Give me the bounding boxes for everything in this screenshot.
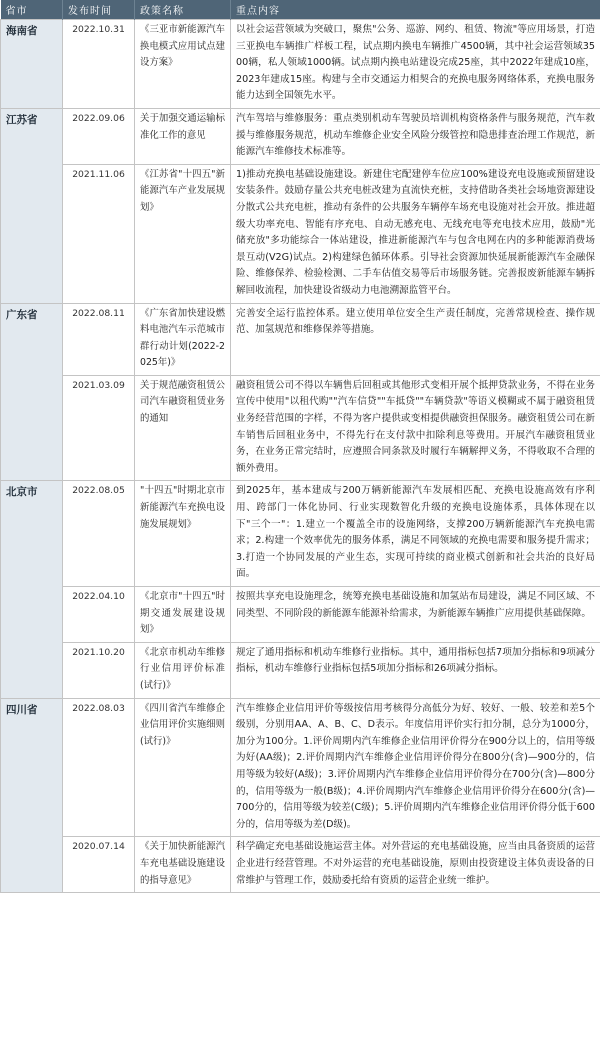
- policy-name-cell: 《关于加快新能源汽车充电基础设施建设的指导意见》: [135, 837, 231, 893]
- table-row: [1, 20, 600, 109]
- policy-name-cell: 《广东省加快建设燃料电池汽车示范城市群行动计划(2022-2025年)》: [135, 303, 231, 375]
- policy-name-cell: 《三亚市新能源汽车换电模式应用试点建设方案》: [135, 20, 231, 109]
- content-cell: 按照共享充电设施理念，统筹充换电基础设施和加氢站布局建设，满足不同区域、不同类型、不同阶段的新能源车能源补给需求，为新能源车辆推广应用提供基础保障。: [231, 587, 600, 643]
- province-cell-jiangsu: 江苏省: [1, 108, 63, 303]
- date-cell: 2022.08.05: [63, 481, 135, 587]
- header-content: 重点内容: [231, 0, 600, 20]
- date-cell: 2022.09.06: [63, 108, 135, 164]
- province-cell-guangdong: 广东省: [1, 303, 63, 481]
- date-cell: 2021.11.06: [63, 164, 135, 303]
- policy-name-cell: 关于加强交通运输标准化工作的意见: [135, 108, 231, 164]
- header-province: 省市: [1, 0, 63, 20]
- date-cell: 2021.10.20: [63, 642, 135, 698]
- content-cell: 完善安全运行监控体系。建立使用单位安全生产责任制度，完善常规检查、操作规范、加氢规范和维修保养等措施。: [231, 303, 600, 375]
- content-cell: 以社会运营领域为突破口，聚焦"公务、巡游、网约、租赁、物流"等应用场景，打造三亚换电车辆推广样板工程，试点期内换电车辆推广4500辆，其中社会运营领域3500辆，私人领域1000辆。试点期内换电站建设完成25座，其中2022年建成10座，2023年建成15座。构建与全市交通运力相契合的充换电服务网络体系，充换电服务能力达到全国领先水平。: [231, 20, 600, 109]
- table-row: [1, 303, 600, 375]
- content-cell: 汽车维修企业信用评价等级按信用考核得分高低分为好、较好、一般、较差和差5个级别，分别用AA、A、B、C、D表示。年度信用评价实行扣分制，总分为1000分，加分为100分。1.评价周期内汽车维修企业信用评价得分在900分以上的，信用等级为好(AA级)；2.评价周期内汽车维修企业信用评价得分在800分(含)—900分的，信用等级为较好(A级)；3.评价周期内汽车维修企业信用评价得分在700分(含)—800分的，信用等级为一般(B级)；4.评价周期内汽车维修企业信用评价得分在600分(含)—700分的，信用等级为较差(C级)；5.评价周期内汽车维修企业信用评价得分低于600分的，信用等级为差(D级)。: [231, 698, 600, 837]
- date-cell: 2020.07.14: [63, 837, 135, 893]
- content-cell: 到2025年，基本建成与200万辆新能源汽车发展相匹配、充换电设施高效有序利用、跨部门一体化协同、行业实现数智化升级的充换电设施体系，具体体现在以下"三个一"：1.建立一个覆盖全市的设施网络，支撑200万辆新能源汽车充换电需求；2.构建一个效率优先的服务体系，满足不同领域的充换电需要和服务提升需求；3.打造一个协同发展的产业生态，实现可持续的商业模式创新和社会共治的良好局面。: [231, 481, 600, 587]
- date-cell: 2022.08.11: [63, 303, 135, 375]
- content-cell: 科学确定充电基础设施运营主体。对外营运的充电基础设施，应当由具备资质的运营企业进行经营管理。不对外运营的充电基础设施，原则由投资建设主体负责设备的日常维护与管理工作，鼓励委托给有资质的运营企业统一维护。: [231, 837, 600, 893]
- policy-name-cell: 《北京市机动车维修行业信用评价标准(试行)》: [135, 642, 231, 698]
- province-cell-hainan: 海南省: [1, 20, 63, 109]
- policy-name-cell: 《四川省汽车维修企业信用评价实施细则(试行)》: [135, 698, 231, 837]
- date-cell: 2022.08.03: [63, 698, 135, 837]
- table-row: [1, 698, 600, 837]
- province-cell-sichuan: 四川省: [1, 698, 63, 893]
- policy-name-cell: "十四五"时期北京市新能源汽车充换电设施发展规划》: [135, 481, 231, 587]
- table-row: [1, 642, 600, 698]
- policy-name-cell: 《北京市"十四五"时期交通发展建设规划》: [135, 587, 231, 643]
- province-cell-beijing: 北京市: [1, 481, 63, 698]
- table-row: [1, 481, 600, 587]
- table-row: [1, 164, 600, 303]
- content-cell: 融资租赁公司不得以车辆售后回租或其他形式变相开展个抵押贷款业务，不得在业务宣传中使用"以租代购""汽车信贷""车抵贷""车辆贷款"等语义模糊或不属于融资租赁业务经营范围的字样，不得为客户提供或变相提供融资担保服务。融资租赁公司在新车销售后回租业务中，不得先行在支付款中扣除利息等费用。开展汽车融资租赁业务，在业务正常完结时，应遵照合同条款及时履行车辆解押义务，不得收取不合理的额外费用。: [231, 375, 600, 481]
- date-cell: 2022.10.31: [63, 20, 135, 109]
- date-cell: 2022.04.10: [63, 587, 135, 643]
- header-date: 发布时间: [63, 0, 135, 20]
- table-row: [1, 587, 600, 643]
- date-cell: 2021.03.09: [63, 375, 135, 481]
- content-cell: 规定了通用指标和机动车维修行业指标。其中，通用指标包括7项加分指标和9项减分指标，机动车维修行业指标包括5项加分指标和26项减分指标。: [231, 642, 600, 698]
- table-row: [1, 375, 600, 481]
- policy-name-cell: 关于规范融资租赁公司汽车融资租赁业务的通知: [135, 375, 231, 481]
- table-row: [1, 837, 600, 893]
- table-header-row: [1, 0, 600, 20]
- header-policy: 政策名称: [135, 0, 231, 20]
- table-row: [1, 108, 600, 164]
- content-cell: 汽车驾培与维修服务：重点类别机动车驾驶员培训机构资格条件与服务规范，汽车救援与维修服务规范，机动车维修企业安全风险分级管控和隐患排查治理工作规范，新能源汽车维修技术标准等。: [231, 108, 600, 164]
- content-cell: 1)推动充换电基础设施建设。新建住宅配建停车位应100%建设充电设施或预留建设安装条件。鼓励存量公共充电桩改建为直流快充桩，支持借助各类社会场地资源建设分散式公共充电桩，推动有条件的公共服务车辆停车场充电设施对社会开放。推进超级大功率充电、智能有序充电、自动无感充电、无线充电等充电技术应用，鼓励"光储充放"多功能综合一体站建设，推进新能源汽车与包含电网在内的多种能源消费场景互动(V2G)试点。2)构建绿色循环体系。引导社会资源加快延展新能源汽车金融保险、维修保养、检验检测、二手车估值交易等后市场服务链。完善报废新能源车辆拆解回收流程，加快建设省级动力电池溯源监管平台。: [231, 164, 600, 303]
- policy-name-cell: 《江苏省"十四五"新能源汽车产业发展规划》: [135, 164, 231, 303]
